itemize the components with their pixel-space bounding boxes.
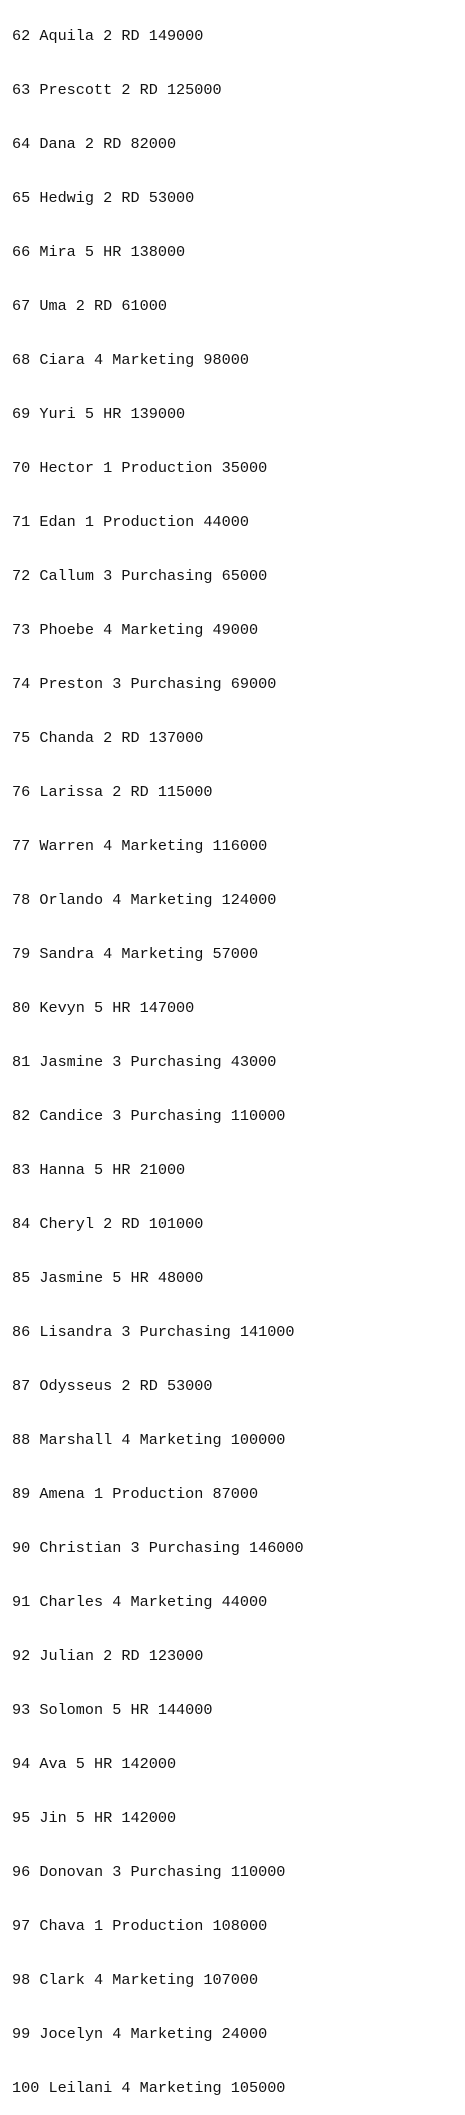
record-line: 67 Uma 2 RD 61000 <box>12 297 167 315</box>
employee-records-text <box>12 0 304 2115</box>
record-line: 90 Christian 3 Purchasing 146000 <box>12 1539 304 1557</box>
record-line: 79 Sandra 4 Marketing 57000 <box>12 945 259 963</box>
record-line: 100 Leilani 4 Marketing 105000 <box>12 2079 286 2097</box>
record-line: 69 Yuri 5 HR 139000 <box>12 405 186 423</box>
record-line: 80 Kevyn 5 HR 147000 <box>12 999 195 1017</box>
record-line: 78 Orlando 4 Marketing 124000 <box>12 891 277 909</box>
record-line: 94 Ava 5 HR 142000 <box>12 1755 177 1773</box>
record-line: 84 Cheryl 2 RD 101000 <box>12 1215 204 1233</box>
record-line: 99 Jocelyn 4 Marketing 24000 <box>12 2025 268 2043</box>
record-line: 74 Preston 3 Purchasing 69000 <box>12 675 277 693</box>
record-line: 91 Charles 4 Marketing 44000 <box>12 1593 268 1611</box>
record-line: 77 Warren 4 Marketing 116000 <box>12 837 268 855</box>
record-line: 70 Hector 1 Production 35000 <box>12 459 268 477</box>
record-line: 72 Callum 3 Purchasing 65000 <box>12 567 268 585</box>
record-line: 96 Donovan 3 Purchasing 110000 <box>12 1863 286 1881</box>
record-line: 82 Candice 3 Purchasing 110000 <box>12 1107 286 1125</box>
record-line: 64 Dana 2 RD 82000 <box>12 135 177 153</box>
record-line: 66 Mira 5 HR 138000 <box>12 243 186 261</box>
record-line: 75 Chanda 2 RD 137000 <box>12 729 204 747</box>
record-line: 71 Edan 1 Production 44000 <box>12 513 249 531</box>
record-line: 65 Hedwig 2 RD 53000 <box>12 189 195 207</box>
record-line: 95 Jin 5 HR 142000 <box>12 1809 177 1827</box>
record-line: 97 Chava 1 Production 108000 <box>12 1917 268 1935</box>
record-line: 98 Clark 4 Marketing 107000 <box>12 1971 259 1989</box>
record-line: 86 Lisandra 3 Purchasing 141000 <box>12 1323 295 1341</box>
record-line: 73 Phoebe 4 Marketing 49000 <box>12 621 259 639</box>
record-line: 63 Prescott 2 RD 125000 <box>12 81 222 99</box>
record-line: 81 Jasmine 3 Purchasing 43000 <box>12 1053 277 1071</box>
record-line: 76 Larissa 2 RD 115000 <box>12 783 213 801</box>
record-line: 87 Odysseus 2 RD 53000 <box>12 1377 213 1395</box>
record-line: 89 Amena 1 Production 87000 <box>12 1485 259 1503</box>
record-line: 85 Jasmine 5 HR 48000 <box>12 1269 204 1287</box>
record-line: 88 Marshall 4 Marketing 100000 <box>12 1431 286 1449</box>
record-line: 93 Solomon 5 HR 144000 <box>12 1701 213 1719</box>
record-line: 83 Hanna 5 HR 21000 <box>12 1161 186 1179</box>
record-line: 62 Aquila 2 RD 149000 <box>12 27 204 45</box>
record-line: 68 Ciara 4 Marketing 98000 <box>12 351 249 369</box>
record-line: 92 Julian 2 RD 123000 <box>12 1647 204 1665</box>
